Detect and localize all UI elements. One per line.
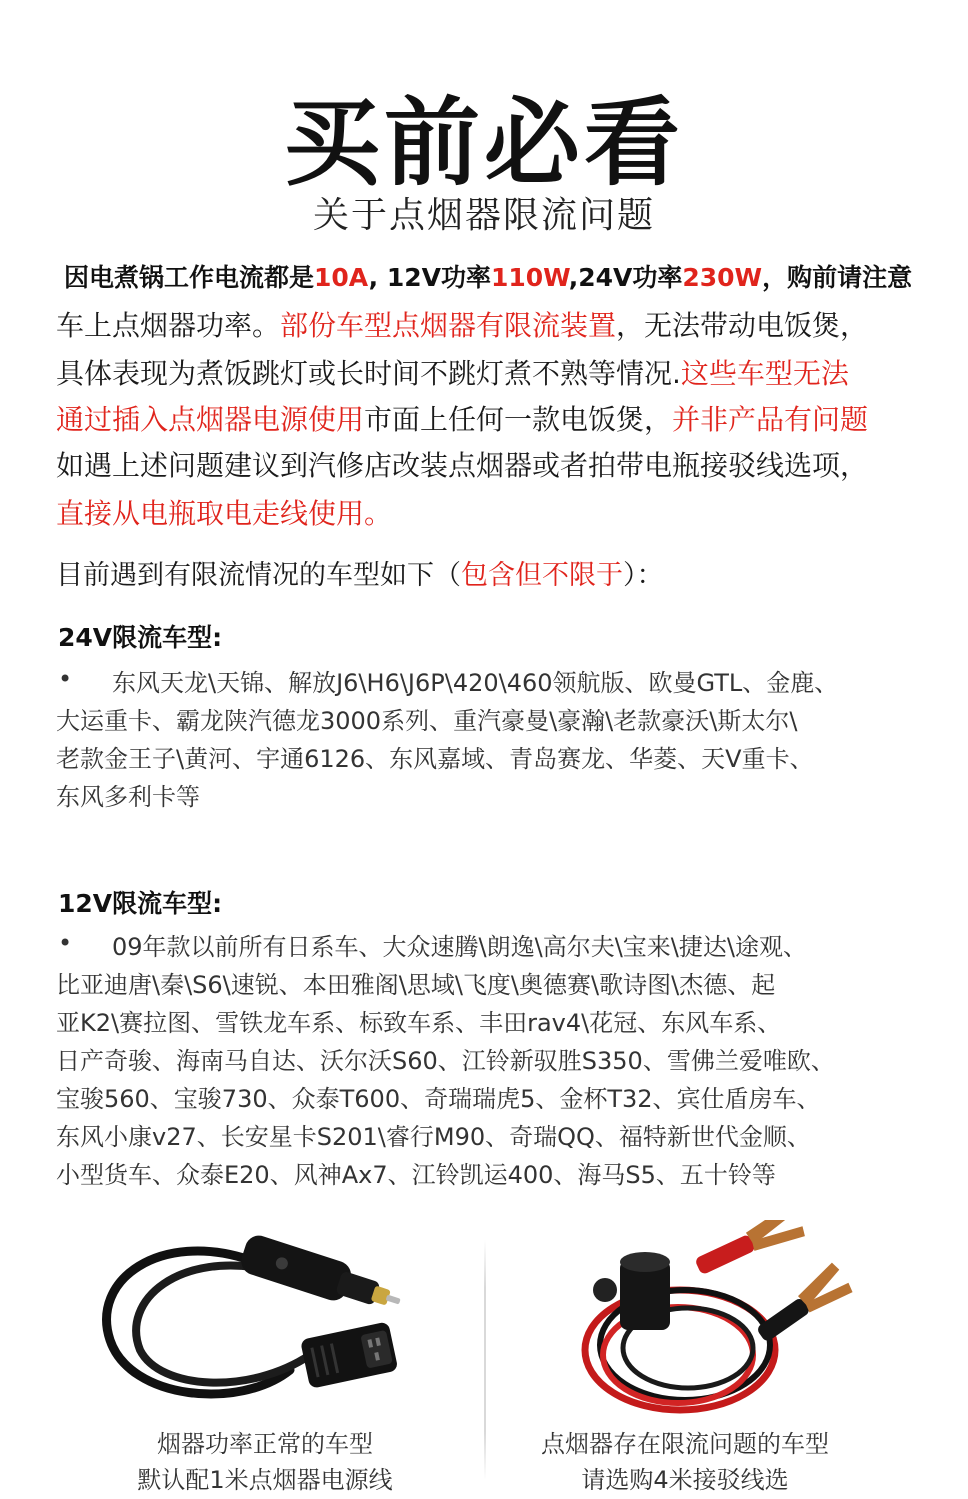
v12-line: 比亚迪唐\秦\S6\速锐、本田雅阁\思域\飞度\奥德赛\歌诗图\杰德、起 (56, 971, 776, 999)
v12-line: 小型货车、众泰E20、风神Ax7、江铃凯运400、海马S5、五十铃等 (56, 1161, 776, 1189)
v24-bullet: • (58, 665, 73, 693)
models-intro-text: 目前遇到有限流情况的车型如下（ (56, 560, 461, 591)
v12-heading: 12V限流车型: (58, 889, 223, 918)
lighter-cable-image (70, 1220, 430, 1430)
v12-line: 东风小康v27、长安星卡S201\睿行M90、奇瑞QQ、福特新世代金顺、 (56, 1123, 811, 1151)
intro-line-2 (56, 306, 868, 346)
page-subtitle: 关于点烟器限流问题 (312, 195, 655, 236)
intro-highlight: 部份车型点烟器有限流装置 (280, 309, 617, 342)
v24-heading: 24V限流车型: (58, 623, 223, 652)
intro-line-1 (64, 258, 912, 298)
v24-line: 东风多利卡等 (56, 783, 200, 811)
battery-cable-image (560, 1220, 860, 1430)
intro-line-6: 直接从电瓶取电走线使用。 (56, 497, 393, 530)
power-12v-value: 110W (490, 263, 569, 292)
left-caption-1: 烟器功率正常的车型 (157, 1430, 373, 1458)
intro-highlight: 通过插入点烟器电源使用 (56, 403, 365, 436)
intro-text: ,24V功率 (568, 263, 683, 292)
intro-text: 市面上任何一款电饭煲， (364, 403, 673, 436)
v12-line: 亚K2\赛拉图、雪铁龙车系、标致车系、丰田rav4\花冠、东风车系、 (56, 1009, 782, 1037)
intro-line-5: 如遇上述问题建议到汽修店改装点烟器或者拍带电瓶接驳线选项， (56, 449, 869, 482)
v12-line: 09年款以前所有日系车、大众速腾\朗逸\高尔夫\宝来\捷达\途观、 (112, 933, 807, 961)
intro-line-3 (56, 354, 849, 394)
intro-text: 具体表现为煮饭跳灯或长时间不跳灯煮不熟等情况. (56, 357, 681, 390)
models-intro (56, 556, 664, 596)
intro-highlight: 并非产品有问题 (672, 403, 869, 436)
page-title: 买前必看 (284, 87, 684, 199)
intro-text: 车上点烟器功率。 (56, 309, 281, 342)
v24-line: 老款金王子\黄河、宇通6126、东风嘉域、青岛赛龙、华菱、天V重卡、 (56, 745, 814, 773)
v12-line: 日产奇骏、海南马自达、沃尔沃S60、江铃新驭胜S350、雪佛兰爱唯欧、 (56, 1047, 835, 1075)
v12-line: 宝骏560、宝骏730、众泰T600、奇瑞瑞虎5、金杯T32、宾仕盾房车、 (56, 1085, 821, 1113)
v24-line: 东风天龙\天锦、解放J6\H6\J6P\420\460领航版、欧曼GTL、金鹿、 (112, 669, 839, 697)
left-caption-2: 默认配1米点烟器电源线 (137, 1466, 393, 1494)
cigarette-lighter-cable-icon (70, 1220, 430, 1430)
intro-text: ，购前请注意 (762, 263, 913, 292)
models-intro-text: ）： (623, 560, 664, 591)
intro-highlight: 这些车型无法 (680, 357, 849, 390)
current-value: 10A (314, 263, 369, 292)
v12-bullet: • (58, 929, 73, 957)
v24-line: 大运重卡、霸龙陕汽德龙3000系列、重汽豪曼\豪瀚\老款豪沃\斯太尔\ (56, 707, 798, 735)
right-caption-2: 请选购4米接驳线选 (581, 1466, 789, 1494)
image-divider (484, 1240, 486, 1480)
intro-line-4 (56, 400, 868, 440)
right-caption-1: 点烟器存在限流问题的车型 (541, 1430, 829, 1458)
battery-clamp-cable-icon (560, 1220, 860, 1430)
intro-text: , 12V功率 (368, 263, 491, 292)
intro-text: ，无法带动电饭煲， (616, 309, 869, 342)
intro-text: 因电煮锅工作电流都是 (64, 263, 315, 292)
models-intro-highlight: 包含但不限于 (461, 560, 623, 591)
power-24v-value: 230W (682, 263, 763, 292)
